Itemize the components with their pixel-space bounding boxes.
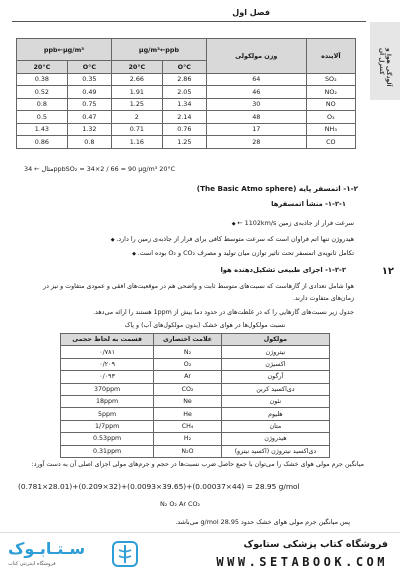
setabook-logo[interactable] bbox=[8, 539, 96, 569]
temp-0-header: O°C bbox=[162, 61, 206, 74]
paragraph: هوا شامل تعدادی از گازهاست که نسبت‌های متوسط ثابت و واضحی هم در موقعیت‌های افقی و عمودی متفاوت و نیز در bbox=[43, 283, 354, 290]
table-cell: 64 bbox=[206, 73, 306, 86]
table-cell: ۰/۲۰۹ bbox=[61, 358, 154, 370]
conversion-table bbox=[16, 38, 356, 149]
table-row bbox=[61, 420, 330, 432]
shop-name: فروشگاه کتاب پزشکی ستابوک bbox=[243, 539, 388, 550]
side-strip bbox=[370, 22, 400, 100]
table-cell: N₂ bbox=[154, 346, 222, 358]
ppb-group-header: ppb←μg/m³ bbox=[17, 39, 112, 61]
paragraph: جدول زیر نسبت‌های گازهایی را که در غلظت‌های در حدود دما بیش از 1ppm هستند را ارائه می‌دهد. bbox=[93, 309, 354, 316]
conclusion-text: پس میانگین جرم مولی هوای خشک حدود 28.95 g/mol می‌باشد. bbox=[175, 518, 350, 526]
chapter-title: فصل اول bbox=[232, 8, 270, 17]
table-cell: نیتروژن bbox=[221, 346, 329, 358]
table-cell: ۰/۰۹۳ bbox=[61, 371, 154, 383]
table-cell: CO bbox=[306, 136, 355, 149]
side-strip-text: آلودگی هوا و کنترل آن bbox=[378, 48, 392, 87]
table-row bbox=[61, 408, 330, 420]
table-cell: 0.49 bbox=[67, 86, 111, 99]
bullet-item: هیدروژن تنها اتم فراوان است که سرعت متوسط کافی برای فرار از جاذبه‌ی زمین را دارد. ◆ bbox=[24, 235, 354, 243]
table-row bbox=[61, 383, 330, 395]
table-cell: N₂O bbox=[154, 445, 222, 457]
table-cell: 18ppm bbox=[61, 395, 154, 407]
website-link[interactable]: WWW.SETABOOK.COM bbox=[216, 555, 388, 569]
table-cell: O₃ bbox=[306, 111, 355, 124]
table-cell: 1.25 bbox=[162, 136, 206, 149]
temp-20-header: 20°C bbox=[111, 61, 162, 74]
table-cell: 46 bbox=[206, 86, 306, 99]
table-cell: 2.14 bbox=[162, 111, 206, 124]
table-cell: هیدروژن bbox=[221, 433, 329, 445]
section-heading: ۱-۲- اتمسفر پایه (The Basic Atmo sphere) bbox=[196, 184, 358, 193]
table-cell: 28 bbox=[206, 136, 306, 149]
bullet-item: تکامل ثانویه‌ی اتمسفر تحت تاثیر توازن میان تولید و مصرف CO₂ و O₂ بوده است. ◆ bbox=[24, 249, 354, 257]
table-cell: Ne bbox=[154, 395, 222, 407]
table-cell: CO₂ bbox=[154, 383, 222, 395]
table-row bbox=[17, 86, 356, 99]
table-cell: 0.52 bbox=[17, 86, 68, 99]
table-row bbox=[17, 123, 356, 136]
table-cell: متان bbox=[221, 420, 329, 432]
share-header: قسمت به لحاظ حجمی bbox=[61, 334, 154, 346]
table-cell: 1.25 bbox=[111, 98, 162, 111]
table-cell: 0.71 bbox=[111, 123, 162, 136]
table-cell: 5ppm bbox=[61, 408, 154, 420]
weight-header: وزن مولکولی bbox=[206, 39, 306, 74]
table-cell: 30 bbox=[206, 98, 306, 111]
molecule-header: مولکول bbox=[221, 334, 329, 346]
table-row bbox=[17, 136, 356, 149]
page-number: ۱۲ bbox=[381, 266, 394, 277]
table-cell: دی‌اکسید نیتروژن (اکسید نیترو) bbox=[221, 445, 329, 457]
table-cell: هلیوم bbox=[221, 408, 329, 420]
logo-subtext: فروشگاه اینترنتی کتاب bbox=[8, 561, 56, 567]
table-cell: CH₄ bbox=[154, 420, 222, 432]
table-cell: 2 bbox=[111, 111, 162, 124]
table-cell: 1.32 bbox=[67, 123, 111, 136]
table-cell: نئون bbox=[221, 395, 329, 407]
table-cell: 1.16 bbox=[111, 136, 162, 149]
table-cell: 2.05 bbox=[162, 86, 206, 99]
table-cell: 1.43 bbox=[17, 123, 68, 136]
table-row bbox=[61, 371, 330, 383]
table-cell: 1/7ppm bbox=[61, 420, 154, 432]
symbol-header: علامت اختصاری bbox=[154, 334, 222, 346]
table-cell: 0.47 bbox=[67, 111, 111, 124]
paragraph: زمان‌های متفاوت دارند. bbox=[292, 295, 354, 302]
temp-0-header: O°C bbox=[67, 61, 111, 74]
table-cell: He bbox=[154, 408, 222, 420]
table-caption: نسبت مولکول‌ها در هوای خشک (بدون مولکول‌های آب) و پاک bbox=[124, 322, 286, 329]
footer bbox=[0, 532, 400, 573]
table-cell: 1.91 bbox=[111, 86, 162, 99]
calc-intro: میانگین جرم مولی هوای خشک را می‌توان با جمع حاصل ضرب نسبت‌ها در حجم و جرم‌های مولی اجزای اصلی آن به دست آورد: bbox=[31, 461, 364, 468]
table-row bbox=[61, 346, 330, 358]
table-cell: 0.75 bbox=[67, 98, 111, 111]
table-row bbox=[61, 358, 330, 370]
table-row bbox=[17, 73, 356, 86]
table-cell: 0.8 bbox=[17, 98, 68, 111]
table-cell: 0.53ppm bbox=[61, 433, 154, 445]
table-cell: 0.31ppm bbox=[61, 445, 154, 457]
logo-text: سـتـابـوک bbox=[8, 539, 86, 558]
table-cell: 370ppm bbox=[61, 383, 154, 395]
air-composition-table bbox=[60, 333, 330, 458]
table-cell: 0.35 bbox=[67, 73, 111, 86]
table-cell: آرگون bbox=[221, 371, 329, 383]
table-cell: NH₃ bbox=[306, 123, 355, 136]
table-cell: 1.34 bbox=[162, 98, 206, 111]
table-cell: H₂ bbox=[154, 433, 222, 445]
table-cell: 2.66 bbox=[111, 73, 162, 86]
table-row bbox=[61, 433, 330, 445]
molar-mass-formula: (0.781×28.01)+(0.209×32)+(0.0093×39.65)+(0.00037×44) = 28.95 g/mol bbox=[18, 482, 300, 491]
caduceus-icon bbox=[112, 541, 138, 567]
bullet-item: سرعت فرار از جاذبه‌ی زمین 1102km/s ← ◆ bbox=[24, 219, 354, 227]
table-cell: اکسیژن bbox=[221, 358, 329, 370]
table-cell: دی‌اکسید کربن bbox=[221, 383, 329, 395]
subsection-heading: ۱-۲-۲- اجزای طبیعی تشکیل‌دهنده هوا bbox=[220, 266, 346, 274]
formula-labels: N₂ O₂ Ar CO₂ bbox=[160, 500, 201, 508]
table-cell: 48 bbox=[206, 111, 306, 124]
temp-20-header: 20°C bbox=[17, 61, 68, 74]
table-row bbox=[17, 98, 356, 111]
header-divider bbox=[12, 21, 366, 22]
table-cell: 0.5 bbox=[17, 111, 68, 124]
table-cell: SO₂ bbox=[306, 73, 355, 86]
example-equation: مثال ← 34ppbSO₂ = 34×2 / 66 = 90 μg/m³ 20°C bbox=[24, 165, 176, 173]
table-cell: ۰/۷۸۱ bbox=[61, 346, 154, 358]
table-cell: 0.8 bbox=[67, 136, 111, 149]
table-cell: 0.76 bbox=[162, 123, 206, 136]
table-row bbox=[61, 445, 330, 457]
table-row bbox=[17, 111, 356, 124]
table-cell: 0.38 bbox=[17, 73, 68, 86]
pollutant-header: آلاینده bbox=[306, 39, 355, 74]
table-cell: NO bbox=[306, 98, 355, 111]
page-header bbox=[12, 6, 366, 22]
table-cell: Ar bbox=[154, 371, 222, 383]
table-cell: 2.86 bbox=[162, 73, 206, 86]
table-cell: O₂ bbox=[154, 358, 222, 370]
table-cell: NO₂ bbox=[306, 86, 355, 99]
table-cell: 17 bbox=[206, 123, 306, 136]
table-cell: 0.86 bbox=[17, 136, 68, 149]
subsection-heading: ۱-۲-۱- منشأ اتمسفرها bbox=[271, 200, 346, 208]
table-row bbox=[61, 395, 330, 407]
ug-group-header: μg/m³←ppb bbox=[111, 39, 206, 61]
